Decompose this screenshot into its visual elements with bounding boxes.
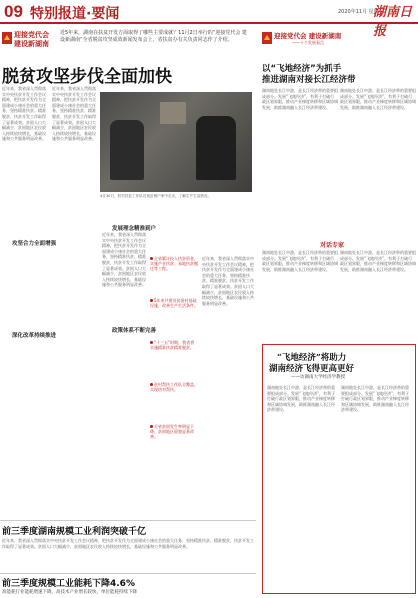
photo-caption: 4月30日，驻村扶贫工作队员到贫困户家中走访，了解生产生活情况。 bbox=[100, 194, 212, 198]
bullet-icon bbox=[150, 383, 153, 386]
sub-heading: 深化改革持续推进 bbox=[12, 333, 57, 339]
sub-heading: 政策体系不断完善 bbox=[112, 328, 157, 334]
bullet-icon bbox=[150, 425, 153, 428]
sidebar-note: 5年来共建设贫困村基础设施，改善生产生活条件。 bbox=[150, 298, 198, 309]
party-emblem-icon bbox=[2, 32, 12, 44]
topic-banner bbox=[2, 28, 47, 50]
photo-figure bbox=[196, 116, 236, 180]
banner-line-1: 迎接党代会 bbox=[14, 31, 49, 39]
side-headline-2: 推进湖南对接长江经济带 bbox=[262, 75, 356, 85]
side-body-column-1: 湖南地处长江中游，是长江经济带的重要组成部分。发展“飞地经济”，有利于打破行政区划界限，推动产业梯度转移和区域协调发展，助推湖南融入长江经济带建设。 bbox=[262, 88, 338, 110]
issue-date: 2020年11月 星期 bbox=[338, 9, 379, 15]
news-brief-body: 近年来，我省深入贯彻落实中央扶贫开发工作会议精神，把扶贫开发作为全面建成小康社会的重大任务，坚持精准扶贫、精准脱贫，扶贫开发工作取得了显著成效。贫困人口大幅减少，贫困地区农民收入持续较快增长，基础设施和公共服务明显改善。 bbox=[2, 538, 254, 549]
side-headline-1: 以“飞地经济”为抓手 bbox=[262, 64, 342, 74]
interview-body-column-1: 湖南地处长江中游，是长江经济带的重要组成部分。发展“飞地经济”，有利于打破行政区划界限，推动产业梯度转移和区域协调发展，助推湖南融入长江经济带建设。 bbox=[267, 385, 336, 413]
main-article bbox=[0, 26, 256, 598]
interview-headline-1: “飞地经济”将助力 bbox=[277, 353, 347, 363]
side-body-column-4: 湖南地处长江中游，是长江经济带的重要组成部分。发展“飞地经济”，有利于打破行政区划界限，推动产业梯度转移和区域协调发展，助推湖南融入长江经济带建设。 bbox=[340, 250, 416, 272]
article-intro: 近5年来，湖南在扶贫开发方面取得了哪些主要成就？11月2日举行的“迎接党代会 建设新湖南”全省脱贫攻坚成效新闻发布会上，省扶贫办有关负责同志作了介绍。 bbox=[60, 30, 247, 43]
body-column-3: 近年来，我省深入贯彻落实中央扶贫开发工作会议精神，把扶贫开发作为全面建成小康社会的重大任务，坚持精准扶贫、精准脱贫，扶贫开发工作取得了显著成效。贫困人口大幅减少，贫困地区农民收入持续较快增长，基础设施和公共服务明显改善。 bbox=[102, 232, 146, 288]
sub-heading: 攻坚合力全面增强 bbox=[12, 241, 57, 247]
section-title: 特别报道·要闻 bbox=[30, 6, 120, 22]
interview-headline-2: 湖南经济飞得更高更好 bbox=[269, 364, 355, 374]
side-body-column-2: 湖南地处长江中游，是长江经济带的重要组成部分。发展“飞地经济”，有利于打破行政区划界限，推动产业梯度转移和区域协调发展，助推湖南融入长江经济带建设。 bbox=[340, 88, 416, 110]
news-brief-headline: 前三季度湖南规模工业利润突破千亿 bbox=[2, 527, 147, 537]
body-column-4: 近年来，我省深入贯彻落实中央扶贫开发工作会议精神，把扶贫开发作为全面建成小康社会的重大任务，坚持精准扶贫、精准脱贫，扶贫开发工作取得了显著成效。贫困人口大幅减少，贫困地区农民收入持续较快增长，基础设施和公共服务明显改善。 bbox=[202, 256, 254, 306]
dialogue-label: 对话专家 bbox=[320, 242, 345, 249]
newspaper-logo: 湖南日报 bbox=[373, 5, 413, 39]
topic-banner-right bbox=[262, 28, 416, 48]
bullet-icon bbox=[150, 257, 153, 260]
bullet-icon bbox=[150, 341, 153, 344]
photo-figure bbox=[160, 102, 186, 124]
divider bbox=[0, 520, 256, 521]
sidebar-note: 驻村帮扶工作队全覆盖，实现结对帮扶。 bbox=[150, 382, 198, 393]
banner-line-2: 建设新湖南 bbox=[14, 40, 49, 48]
article-photo bbox=[100, 92, 252, 192]
banner-line-1: 迎接党代会 建设新湖南 bbox=[274, 32, 342, 40]
sub-heading: 发展理念精准到户 bbox=[112, 226, 157, 232]
sidebar-note: 全省累计投入扶贫资金，实施产业扶贫、易地扶贫搬迁等工程。 bbox=[150, 256, 198, 272]
page-number: 09 bbox=[4, 2, 23, 21]
party-emblem-icon bbox=[262, 32, 272, 44]
interview-subtitle: ——访湖南大学经济学教授 bbox=[291, 375, 345, 380]
side-body-column-3: 湖南地处长江中游，是长江经济带的重要组成部分。发展“飞地经济”，有利于打破行政区划界限，推动产业梯度转移和区域协调发展，助推湖南融入长江经济带建设。 bbox=[262, 250, 338, 272]
bullet-icon bbox=[150, 299, 153, 302]
article-headline: 脱贫攻坚步伐全面加快 bbox=[2, 67, 172, 87]
photo-figure bbox=[110, 120, 144, 180]
body-column-2: 近年来，我省深入贯彻落实中央扶贫开发工作会议精神，把扶贫开发作为全面建成小康社会的重大任务，坚持精准扶贫、精准脱贫，扶贫开发工作取得了显著成效。贫困人口大幅减少，贫困地区农民收入持续较快增长，基础设施和公共服务明显改善。 bbox=[52, 86, 96, 142]
sidebar-note: 全省贫困发生率明显下降，贫困地区面貌显著改善。 bbox=[150, 424, 194, 440]
news-brief-subtitle: 高能耗行业能耗增速下降，高技术产业增长较快，单位能耗持续下降 bbox=[2, 590, 137, 595]
banner-line-2: ——十个发展看点 bbox=[292, 40, 324, 45]
sidebar-note: “十三五”时期，我省将实施精准扶贫精准脱贫。 bbox=[150, 340, 195, 351]
interview-body-column-2: 湖南地处长江中游，是长江经济带的重要组成部分。发展“飞地经济”，有利于打破行政区划界限，推动产业梯度转移和区域协调发展，助推湖南融入长江经济带建设。 bbox=[341, 385, 410, 413]
news-brief-headline-2: 前三季度规模工业能耗下降4.6% bbox=[2, 579, 135, 589]
interview-box bbox=[262, 344, 416, 594]
body-column-1: 近年来，我省深入贯彻落实中央扶贫开发工作会议精神，把扶贫开发作为全面建成小康社会的重大任务，坚持精准扶贫、精准脱贫，扶贫开发工作取得了显著成效。贫困人口大幅减少，贫困地区农民收入持续较快增长，基础设施和公共服务明显改善。 bbox=[2, 86, 46, 142]
divider bbox=[0, 573, 256, 574]
